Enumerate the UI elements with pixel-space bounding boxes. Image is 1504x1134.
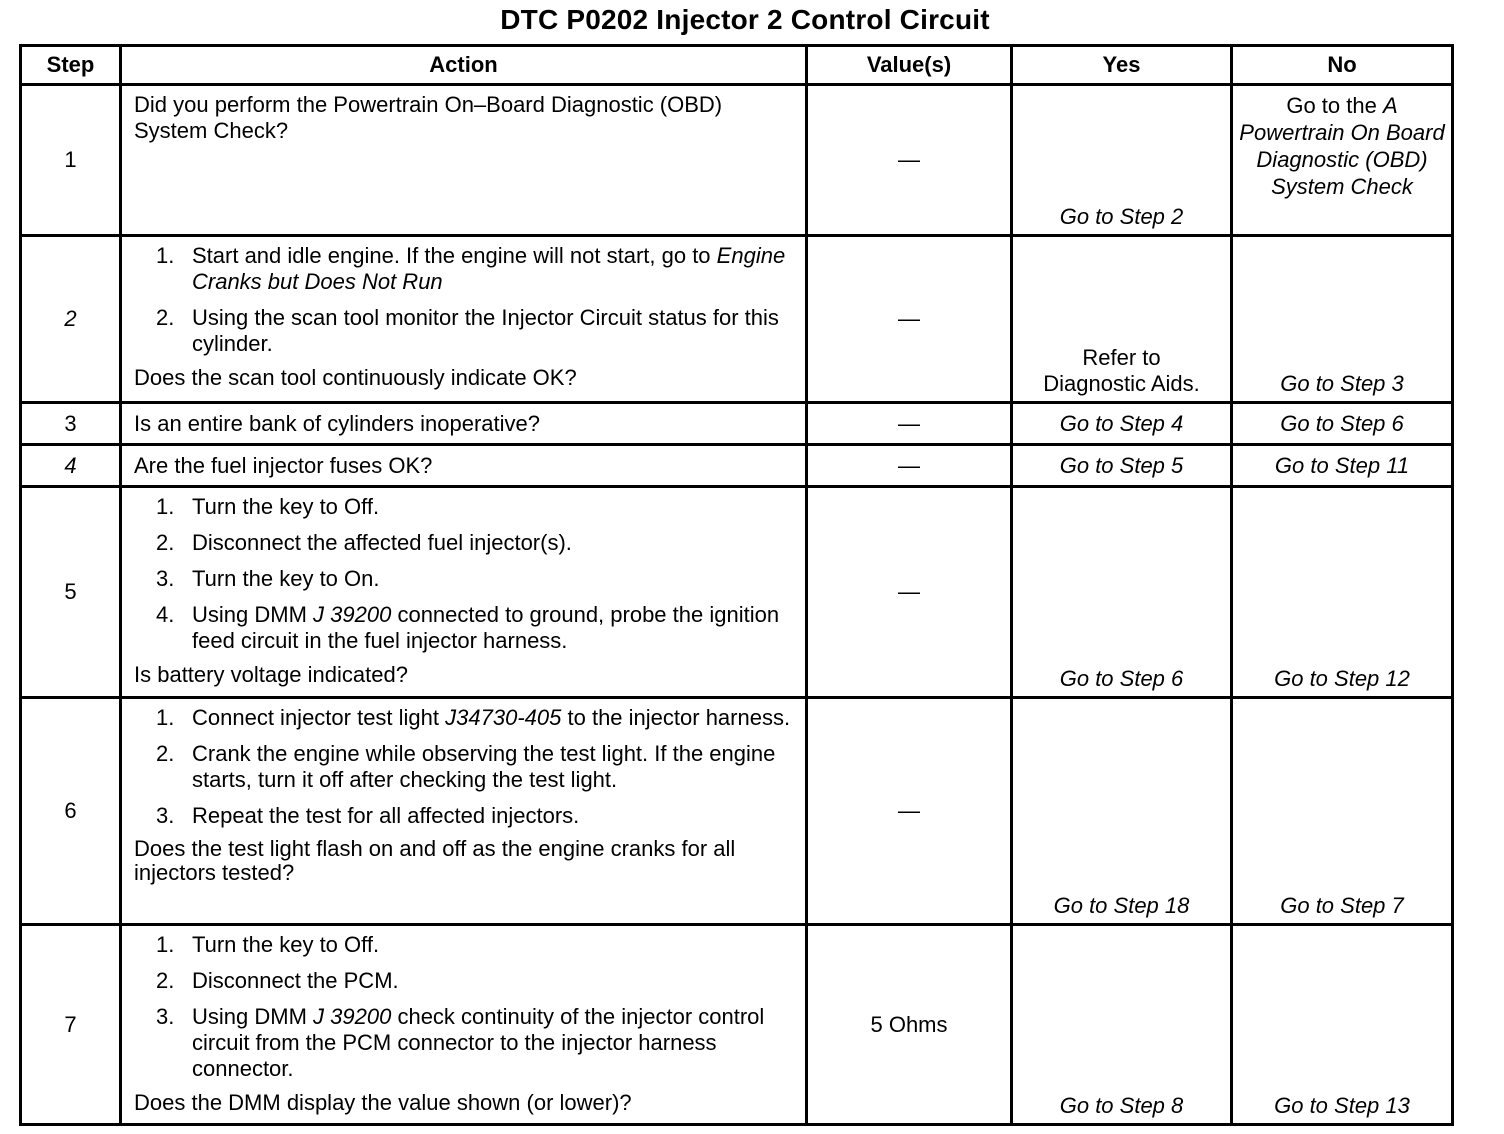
action-step xyxy=(134,705,797,731)
action-step xyxy=(134,1004,797,1082)
step-text: Crank the engine while observing the test light. If the engine starts, turn it off after checking the test light. xyxy=(192,741,776,792)
action-step xyxy=(134,932,797,958)
step-number: 5 xyxy=(21,487,121,698)
no-cell: Go to Step 6 xyxy=(1232,403,1453,445)
step-text: Turn the key to Off. xyxy=(192,494,380,519)
tool-id: J 39200 xyxy=(313,602,392,627)
action-step xyxy=(134,968,797,994)
question-text: Does the scan tool continuously indicate OK? xyxy=(134,365,577,390)
tool-id: J34730-405 xyxy=(445,705,562,730)
tool-id: J 39200 xyxy=(313,1004,392,1029)
yes-cell: Go to Step 4 xyxy=(1012,403,1232,445)
value-cell: — xyxy=(807,403,1012,445)
table-row xyxy=(21,403,1453,445)
step-num: 1. xyxy=(156,243,175,268)
question-text: Is an entire bank of cylinders inoperative? xyxy=(134,410,541,436)
table-row xyxy=(21,445,1453,487)
step-num: 4. xyxy=(156,602,175,627)
question-text: Are the fuel injector fuses OK? xyxy=(134,452,433,478)
step-num: 3. xyxy=(156,1004,175,1029)
no-cell: Go to Step 11 xyxy=(1232,445,1453,487)
yes-cell: Go to Step 2 xyxy=(1012,85,1232,236)
no-cell-text: Go to the xyxy=(1286,93,1377,118)
action-steps xyxy=(134,494,797,654)
step-number: 6 xyxy=(21,698,121,925)
step-text: Disconnect the PCM. xyxy=(192,968,399,993)
action-steps xyxy=(134,705,797,829)
action-steps xyxy=(134,932,797,1082)
action-step xyxy=(134,803,797,829)
step-text: Turn the key to Off. xyxy=(192,932,380,957)
action-cell xyxy=(121,925,807,1125)
question-text: Did you perform the Powertrain On–Board Diagnostic (OBD) System Check? xyxy=(134,92,723,143)
step-num: 2. xyxy=(156,741,175,766)
page-title: DTC P0202 Injector 2 Control Circuit xyxy=(500,4,990,35)
header-values: Value(s) xyxy=(807,46,1012,85)
table-row xyxy=(21,698,1453,925)
step-number: 7 xyxy=(21,925,121,1125)
step-text: Using DMM xyxy=(192,1004,307,1029)
value-cell: — xyxy=(807,487,1012,698)
action-cell xyxy=(121,445,807,487)
action-step xyxy=(134,494,797,520)
yes-cell: Go to Step 6 xyxy=(1012,487,1232,698)
diagnostic-table xyxy=(19,44,1454,1126)
yes-cell: Go to Step 18 xyxy=(1012,698,1232,925)
step-text: Connect injector test light xyxy=(192,705,440,730)
header-row xyxy=(21,46,1453,85)
step-text: check continuity of the injector control circuit from the PCM connector to the injector harness connector. xyxy=(192,1004,765,1081)
action-step xyxy=(134,566,797,592)
action-step xyxy=(134,741,797,793)
value-cell: — xyxy=(807,85,1012,236)
step-text: Repeat the test for all affected injectors. xyxy=(192,803,580,828)
step-num: 1. xyxy=(156,494,175,519)
value-cell: — xyxy=(807,698,1012,925)
question-text: Is battery voltage indicated? xyxy=(134,662,408,687)
no-cell: Go to Step 3 xyxy=(1232,236,1453,403)
no-cell: Go to Step 7 xyxy=(1232,698,1453,925)
question-text: Does the DMM display the value shown (or lower)? xyxy=(134,1090,632,1115)
value-cell: — xyxy=(807,236,1012,403)
step-num: 1. xyxy=(156,705,175,730)
yes-cell: Refer to Diagnostic Aids. xyxy=(1012,236,1232,403)
action-step xyxy=(134,602,797,654)
action-cell xyxy=(121,403,807,445)
no-cell xyxy=(1232,85,1453,236)
header-yes: Yes xyxy=(1012,46,1232,85)
action-cell xyxy=(121,236,807,403)
step-num: 2. xyxy=(156,530,175,555)
no-cell-link: A Powertrain On Board Diagnostic (OBD) System Check xyxy=(1239,93,1445,199)
header-action: Action xyxy=(121,46,807,85)
step-num: 1. xyxy=(156,932,175,957)
step-text: connected to ground, probe the ignition feed circuit in the fuel injector harness. xyxy=(192,602,780,653)
step-text: Using DMM xyxy=(192,602,307,627)
step-text: Turn the key to On. xyxy=(192,566,380,591)
step-num: 3. xyxy=(156,803,175,828)
step-text: Disconnect the affected fuel injector(s). xyxy=(192,530,572,555)
table-row xyxy=(21,85,1453,236)
question-text: Does the test light flash on and off as the engine cranks for all injectors tested? xyxy=(134,836,736,885)
header-no: No xyxy=(1232,46,1453,85)
step-text: to the injector harness. xyxy=(567,705,791,730)
action-step xyxy=(134,243,797,295)
step-num: 3. xyxy=(156,566,175,591)
action-cell xyxy=(121,85,807,236)
no-cell: Go to Step 13 xyxy=(1232,925,1453,1125)
value-cell: 5 Ohms xyxy=(807,925,1012,1125)
step-text: Using the scan tool monitor the Injector Circuit status for this cylinder. xyxy=(192,305,779,356)
step-number: 4 xyxy=(21,445,121,487)
step-number: 1 xyxy=(21,85,121,236)
action-cell xyxy=(121,487,807,698)
no-cell: Go to Step 12 xyxy=(1232,487,1453,698)
yes-cell: Go to Step 8 xyxy=(1012,925,1232,1125)
step-link: Engine Cranks but Does Not Run xyxy=(192,243,786,294)
step-number: 3 xyxy=(21,403,121,445)
action-step xyxy=(134,530,797,556)
step-num: 2. xyxy=(156,305,175,330)
table-row xyxy=(21,487,1453,698)
table-row xyxy=(21,236,1453,403)
action-step xyxy=(134,305,797,357)
step-number: 2 xyxy=(21,236,121,403)
step-num: 2. xyxy=(156,968,175,993)
header-step: Step xyxy=(21,46,121,85)
table-row xyxy=(21,925,1453,1125)
yes-cell: Go to Step 5 xyxy=(1012,445,1232,487)
step-text: Start and idle engine. If the engine will not start, go to xyxy=(192,243,711,268)
action-steps xyxy=(134,243,797,357)
value-cell: — xyxy=(807,445,1012,487)
action-cell xyxy=(121,698,807,925)
